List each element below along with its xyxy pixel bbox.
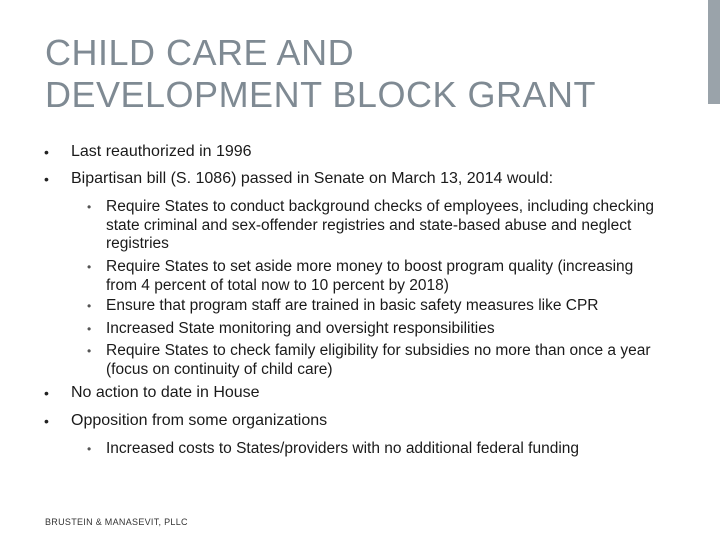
title-line-1: CHILD CARE AND [45, 32, 355, 73]
sub-bullet-marker: • [87, 299, 92, 313]
sub-bullet-text: Ensure that program staff are trained in basic safety measures like CPR [106, 297, 599, 314]
bullet-marker: • [44, 413, 49, 429]
bullet-text: Last reauthorized in 1996 [71, 143, 252, 160]
sub-bullet-text: Require States to conduct background checks of employees, including checking state criminal and sex-offender registries and state-based abuse and neglect registries [106, 198, 654, 252]
bullet-marker: • [44, 171, 49, 187]
footer-firm-name: BRUSTEIN & MANASEVIT, PLLC [45, 517, 188, 527]
sub-bullet-text: Require States to set aside more money to boost program quality (increasing from 4 percent of total now to 10 percent by 2018) [106, 258, 634, 294]
slide-title [45, 32, 685, 116]
sub-bullet-marker: • [87, 260, 92, 274]
accent-bar [708, 0, 720, 104]
bullet-marker: • [44, 385, 49, 401]
bullet-text: No action to date in House [71, 384, 260, 401]
sub-bullet-marker: • [87, 200, 92, 214]
title-line-2: DEVELOPMENT BLOCK GRANT [45, 74, 596, 115]
bullet-text: Opposition from some organizations [71, 412, 328, 429]
sub-bullet-marker: • [87, 322, 92, 336]
sub-bullet-text: Increased State monitoring and oversight responsibilities [106, 320, 495, 337]
sub-bullet-marker: • [87, 442, 92, 456]
sub-bullet-marker: • [87, 344, 92, 358]
sub-bullet-text: Require States to check family eligibility for subsidies no more than once a year (focus on continuity of child care) [106, 342, 651, 378]
sub-bullet-text: Increased costs to States/providers with no additional federal funding [106, 440, 580, 457]
bullet-text: Bipartisan bill (S. 1086) passed in Senate on March 13, 2014 would: [71, 170, 554, 187]
bullet-marker: • [44, 144, 49, 160]
